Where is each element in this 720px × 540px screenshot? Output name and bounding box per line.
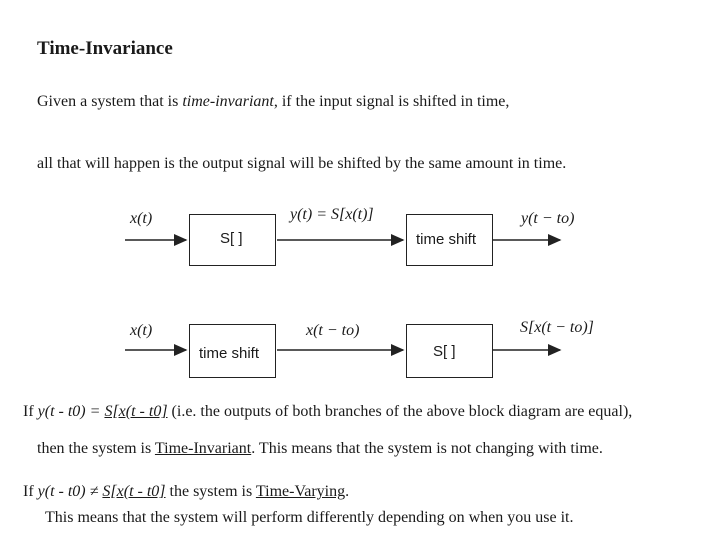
bottom-input-label: x(t) bbox=[130, 322, 153, 339]
bottom-system-block bbox=[406, 324, 493, 378]
top-output-label: y(t − to) bbox=[521, 210, 575, 227]
condition-line-3 bbox=[23, 483, 349, 501]
condition-2-pre: then the system is bbox=[37, 440, 155, 457]
condition-1-if: If bbox=[23, 403, 38, 420]
condition-3-end: . bbox=[345, 483, 350, 500]
condition-2-post: . This means that the system is not changing with time. bbox=[251, 440, 603, 457]
condition-line-4: This means that the system will perform differently depending on when you use it. bbox=[45, 509, 574, 526]
condition-3-rhs: S[x(t - t0] bbox=[102, 483, 166, 500]
intro-line-1-post: , if the input signal is shifted in time, bbox=[273, 93, 510, 110]
top-mid-label: y(t) = S[x(t)] bbox=[290, 206, 374, 223]
top-time-shift-block bbox=[406, 214, 493, 266]
top-system-block bbox=[189, 214, 276, 266]
bottom-output-label: S[x(t − to)] bbox=[520, 319, 594, 336]
time-varying-term: Time-Varying bbox=[255, 483, 346, 500]
top-input-label: x(t) bbox=[130, 210, 153, 227]
top-time-shift-label: time shift bbox=[416, 231, 477, 248]
time-invariant-term: Time-Invariant bbox=[154, 440, 252, 457]
condition-1-lhs: y(t - t0) = bbox=[37, 403, 105, 420]
bottom-time-shift-label: time shift bbox=[199, 345, 260, 362]
condition-3-lhs: y(t - t0) ≠ bbox=[37, 483, 103, 500]
bottom-time-shift-block bbox=[189, 324, 276, 378]
condition-line-1 bbox=[23, 403, 632, 421]
condition-1-rhs: S[x(t - t0] bbox=[104, 403, 168, 420]
page-title: Time-Invariance bbox=[37, 38, 173, 59]
condition-1-tail: (i.e. the outputs of both branches of the above block diagram are equal), bbox=[167, 403, 633, 420]
condition-line-2 bbox=[37, 440, 603, 458]
intro-line-2: all that will happen is the output signal will be shifted by the same amount in time. bbox=[37, 155, 567, 172]
condition-3-mid: the system is bbox=[165, 483, 256, 500]
bottom-system-block-label: S[ ] bbox=[433, 343, 456, 360]
intro-line-1-emphasis: time-invariant bbox=[182, 93, 274, 110]
top-system-block-label: S[ ] bbox=[220, 230, 243, 247]
bottom-mid-label: x(t − to) bbox=[306, 322, 360, 339]
intro-line-1-pre: Given a system that is bbox=[37, 93, 183, 110]
condition-3-if: If bbox=[23, 483, 38, 500]
